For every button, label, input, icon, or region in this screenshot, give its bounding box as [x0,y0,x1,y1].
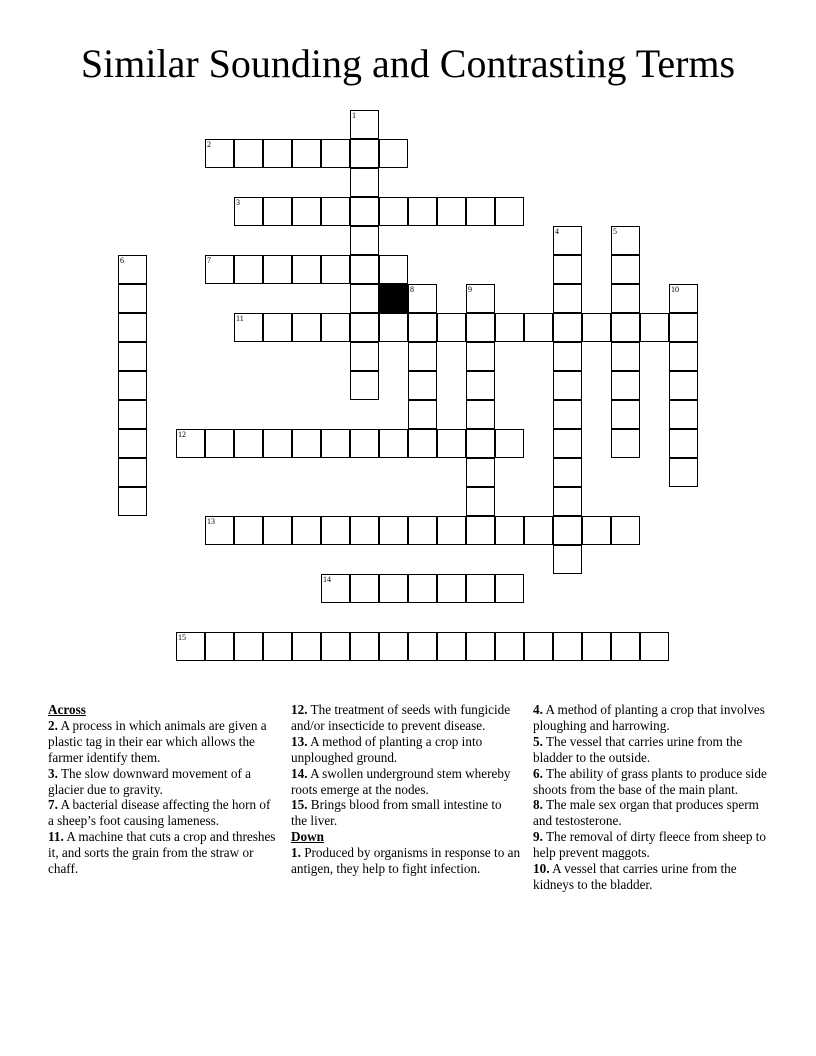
grid-cell[interactable] [118,284,147,313]
grid-cell[interactable] [176,429,205,458]
page-title: Similar Sounding and Contrasting Terms [80,41,736,86]
grid-cell[interactable] [321,516,350,545]
grid-cell[interactable] [437,313,466,342]
clue-number: 2 [207,140,211,149]
grid-cell[interactable] [408,284,437,313]
grid-cell[interactable] [466,487,495,516]
grid-cell[interactable] [611,284,640,313]
grid-cell[interactable] [495,632,524,661]
across-clue-13: 13. A method of planting a crop into unploughed ground. [291,733,483,765]
grid-cell[interactable] [350,574,379,603]
grid-cell[interactable] [495,429,524,458]
grid-cell[interactable] [553,400,582,429]
down-clue-6: 6. The ability of grass plants to produce side shoots from the base of the main plant. [533,765,767,797]
grid-cell[interactable] [466,574,495,603]
grid-cell[interactable] [263,429,292,458]
grid-cell[interactable] [466,516,495,545]
grid-cell[interactable] [553,458,582,487]
grid-cell[interactable] [263,632,292,661]
grid-cell[interactable] [118,429,147,458]
grid-cell[interactable] [379,313,408,342]
grid-cell[interactable] [611,255,640,284]
grid-cell[interactable] [205,139,234,168]
grid-cell[interactable] [263,255,292,284]
grid-cell[interactable] [669,429,698,458]
grid-cell[interactable] [350,197,379,226]
grid-cell[interactable] [408,400,437,429]
down-clue-8: 8. The male sex organ that produces sperm and testosterone. [533,797,759,829]
grid-cell[interactable] [408,197,437,226]
grid-cell[interactable] [466,429,495,458]
grid-cell[interactable] [205,255,234,284]
grid-cell[interactable] [611,632,640,661]
grid-cell[interactable] [669,342,698,371]
grid-cell[interactable] [582,516,611,545]
grid-cell[interactable] [350,516,379,545]
black-square [379,284,408,313]
grid-cell[interactable] [466,284,495,313]
grid-cell[interactable] [408,371,437,400]
grid-cell[interactable] [553,284,582,313]
grid-cell[interactable] [379,632,408,661]
grid-cell[interactable] [234,516,263,545]
clue-number: 11 [236,314,244,323]
grid-cell[interactable] [466,400,495,429]
grid-cell[interactable] [263,197,292,226]
grid-cell[interactable] [379,197,408,226]
grid-cell[interactable] [205,516,234,545]
grid-cell[interactable] [408,429,437,458]
grid-cell[interactable] [553,487,582,516]
grid-cell[interactable] [553,429,582,458]
clue-number: 10 [671,285,679,294]
down-clue-5: 5. The vessel that carries urine from the bladder to the outside. [533,733,743,765]
down-clue-10: 10. A vessel that carries urine from the kidneys to the bladder. [533,861,737,892]
across-clue-7: 7. A bacterial disease affecting the horn of a sheep’s foot causing lameness. [48,797,271,829]
grid-cell[interactable] [669,400,698,429]
grid-cell[interactable] [350,632,379,661]
grid-cell[interactable] [176,632,205,661]
grid-cell[interactable] [350,255,379,284]
grid-cell[interactable] [118,458,147,487]
grid-cell[interactable] [234,255,263,284]
grid-cell[interactable] [611,429,640,458]
clue-number: 12 [178,430,186,439]
grid-cell[interactable] [524,313,553,342]
grid-cell[interactable] [495,516,524,545]
grid-cell[interactable] [553,342,582,371]
grid-cell[interactable] [350,371,379,400]
across-clue-3: 3. The slow downward movement of a glacier due to gravity. [48,765,252,797]
grid-cell[interactable] [292,632,321,661]
grid-cell[interactable] [553,226,582,255]
grid-cell[interactable] [118,342,147,371]
grid-cell[interactable] [263,139,292,168]
grid-cell[interactable] [437,632,466,661]
grid-cell[interactable] [553,371,582,400]
across-clue-15: 15. Brings blood from small intestine to the liver. [291,797,502,829]
grid-cell[interactable] [466,458,495,487]
grid-cell[interactable] [350,139,379,168]
grid-cell[interactable] [669,284,698,313]
grid-cell[interactable] [118,400,147,429]
grid-cell[interactable] [553,313,582,342]
grid-cell[interactable] [611,400,640,429]
grid-cell[interactable] [640,313,669,342]
grid-cell[interactable] [553,632,582,661]
grid-cell[interactable] [524,516,553,545]
grid-cell[interactable] [321,429,350,458]
down-clue-4: 4. A method of planting a crop that involves ploughing and harrowing. [533,702,765,733]
grid-cell[interactable] [379,255,408,284]
clue-number: 5 [613,227,617,236]
clue-number: 15 [178,633,186,642]
grid-cell[interactable] [611,226,640,255]
grid-cell[interactable] [292,197,321,226]
grid-cell[interactable] [234,632,263,661]
grid-cell[interactable] [437,429,466,458]
grid-cell[interactable] [408,632,437,661]
clues-column-1 [48,702,276,877]
grid-cell[interactable] [437,197,466,226]
grid-cell[interactable] [553,255,582,284]
down-heading: Down [291,829,324,845]
clues-column-3 [533,702,769,893]
across-clue-12: 12. The treatment of seeds with fungicide and/or insecticide to prevent disease. [291,702,511,733]
grid-cell[interactable] [118,255,147,284]
grid-cell[interactable] [292,429,321,458]
across-heading: Across [48,702,86,717]
clue-number: 1 [352,111,356,120]
grid-cell[interactable] [350,429,379,458]
grid-cell[interactable] [118,313,147,342]
clue-number: 13 [207,517,215,526]
grid-cell[interactable] [263,313,292,342]
clue-number: 3 [236,198,240,207]
grid-cell[interactable] [321,255,350,284]
grid-cell[interactable] [611,313,640,342]
grid-cell[interactable] [466,342,495,371]
grid-cell[interactable] [669,313,698,342]
grid-cell[interactable] [205,429,234,458]
grid-cell[interactable] [495,197,524,226]
grid-cell[interactable] [263,516,292,545]
grid-cell[interactable] [321,197,350,226]
grid-cell[interactable] [379,574,408,603]
grid-cell[interactable] [408,574,437,603]
grid-cell[interactable] [553,516,582,545]
grid-cell[interactable] [495,313,524,342]
grid-cell[interactable] [292,313,321,342]
across-clue-2: 2. A process in which animals are given a plastic tag in their ear which allows the farmer identify them. [48,717,267,765]
grid-cell[interactable] [611,342,640,371]
clue-number: 4 [555,227,559,236]
clue-number: 7 [207,256,211,265]
grid-cell[interactable] [582,313,611,342]
grid-cell[interactable] [669,458,698,487]
grid-cell[interactable] [321,632,350,661]
grid-cell[interactable] [379,516,408,545]
grid-cell[interactable] [611,371,640,400]
clue-number: 8 [410,285,414,294]
grid-cell[interactable] [408,516,437,545]
grid-cell[interactable] [234,197,263,226]
grid-cell[interactable] [234,313,263,342]
grid-cell[interactable] [408,313,437,342]
grid-cell[interactable] [350,226,379,255]
grid-cell[interactable] [524,632,553,661]
grid-cell[interactable] [495,574,524,603]
across-clue-14: 14. A swollen underground stem whereby roots emerge at the nodes. [291,765,511,797]
grid-cell[interactable] [234,429,263,458]
grid-cell[interactable] [466,632,495,661]
grid-cell[interactable] [582,632,611,661]
grid-cell[interactable] [321,313,350,342]
grid-cell[interactable] [321,139,350,168]
grid-cell[interactable] [437,516,466,545]
down-clue-9: 9. The removal of dirty fleece from sheep to help prevent maggots. [533,829,767,861]
grid-cell[interactable] [611,516,640,545]
grid-cell[interactable] [292,255,321,284]
grid-cell[interactable] [118,487,147,516]
clue-number: 9 [468,285,472,294]
grid-cell[interactable] [379,429,408,458]
grid-cell[interactable] [350,313,379,342]
down-clue-1: 1. Produced by organisms in response to an antigen, they help to fight infection. [291,845,521,877]
grid-cell[interactable] [553,545,582,574]
grid-cell[interactable] [292,139,321,168]
grid-cell[interactable] [350,110,379,139]
grid-cell[interactable] [350,168,379,197]
grid-cell[interactable] [205,632,234,661]
grid-cell[interactable] [350,284,379,313]
clues-column-2 [291,702,521,877]
grid-cell[interactable] [466,197,495,226]
grid-cell[interactable] [379,139,408,168]
grid-cell[interactable] [350,342,379,371]
grid-cell[interactable] [669,371,698,400]
grid-cell[interactable] [466,313,495,342]
grid-cell[interactable] [640,632,669,661]
grid-cell[interactable] [118,371,147,400]
grid-cell[interactable] [408,342,437,371]
grid-cell[interactable] [437,574,466,603]
grid-cell[interactable] [466,371,495,400]
grid-cell[interactable] [234,139,263,168]
clue-number: 6 [120,256,124,265]
grid-cell[interactable] [321,574,350,603]
clue-number: 14 [323,575,331,584]
grid-cell[interactable] [292,516,321,545]
across-clue-11: 11. A machine that cuts a crop and threshes it, and sorts the grain from the straw or chaff. [48,829,276,877]
